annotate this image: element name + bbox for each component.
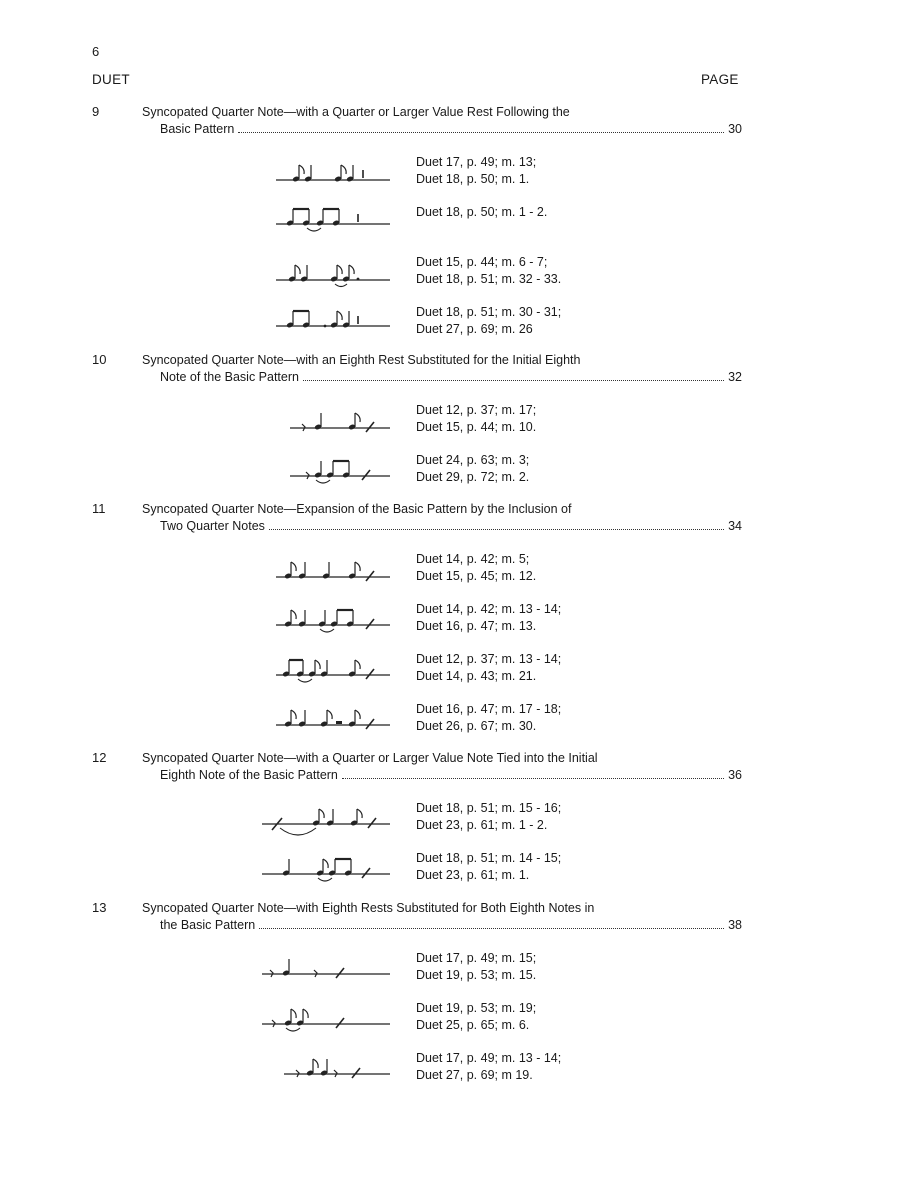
- section-page: 38: [728, 918, 742, 932]
- duet-references: [416, 452, 529, 486]
- reference-line: Duet 18, p. 50; m. 1.: [416, 172, 530, 186]
- reference-line: Duet 18, p. 51; m. 15 - 16;: [416, 801, 562, 815]
- duet-references: [416, 402, 536, 436]
- reference-line: Duet 19, p. 53; m. 19;: [416, 1001, 537, 1015]
- dot-leader: [269, 518, 724, 530]
- section-title-continuation: [160, 917, 742, 934]
- section-title: Syncopated Quarter Note—with an Eighth Rest Substituted for the Initial Eighth: [142, 353, 581, 367]
- section-title: Syncopated Quarter Note—with a Quarter or Larger Value Rest Following the: [142, 105, 570, 119]
- rhythm-notation: [258, 950, 392, 986]
- duet-references: [416, 651, 561, 685]
- duet-references: [416, 1000, 536, 1034]
- reference-line: Duet 15, p. 44; m. 10.: [416, 420, 537, 434]
- rhythm-notation: [272, 304, 392, 340]
- reference-line: Duet 12, p. 37; m. 17;: [416, 403, 537, 417]
- reference-line: Duet 25, p. 65; m. 6.: [416, 1018, 530, 1032]
- reference-line: Duet 16, p. 47; m. 13.: [416, 619, 537, 633]
- reference-line: Duet 24, p. 63; m. 3;: [416, 453, 530, 467]
- section-title-end: Two Quarter Notes: [160, 519, 265, 533]
- section-title: Syncopated Quarter Note—with a Quarter or Larger Value Note Tied into the Initial: [142, 751, 598, 765]
- page-column-header: PAGE: [701, 72, 739, 87]
- rhythm-notation: [272, 601, 392, 637]
- duet-references: [416, 701, 561, 735]
- duet-references: [416, 551, 536, 585]
- section-title-end: the Basic Pattern: [160, 918, 256, 932]
- duet-references: [416, 204, 547, 221]
- reference-line: Duet 23, p. 61; m. 1 - 2.: [416, 818, 548, 832]
- rhythm-notation: [272, 204, 392, 240]
- rhythm-notation: [272, 254, 392, 290]
- section-title-continuation: [160, 369, 742, 386]
- rhythm-notation: [272, 651, 392, 687]
- section-page: 34: [728, 519, 742, 533]
- section-page: 32: [728, 370, 742, 384]
- reference-line: Duet 12, p. 37; m. 13 - 14;: [416, 652, 562, 666]
- duet-references: [416, 1050, 561, 1084]
- reference-line: Duet 17, p. 49; m. 13 - 14;: [416, 1051, 562, 1065]
- duet-references: [416, 950, 536, 984]
- section-title-end: Note of the Basic Pattern: [160, 370, 299, 384]
- rhythm-notation: [258, 1000, 392, 1036]
- rhythm-notation: [258, 800, 392, 838]
- rhythm-notation: [272, 452, 392, 488]
- reference-line: Duet 19, p. 53; m. 15.: [416, 968, 537, 982]
- duet-references: [416, 800, 561, 834]
- reference-line: Duet 18, p. 51; m. 30 - 31;: [416, 305, 562, 319]
- page-number: 6: [92, 44, 100, 59]
- reference-line: Duet 14, p. 42; m. 13 - 14;: [416, 602, 562, 616]
- rhythm-notation: [272, 1050, 392, 1086]
- reference-line: Duet 15, p. 44; m. 6 - 7;: [416, 255, 548, 269]
- reference-line: Duet 29, p. 72; m. 2.: [416, 470, 530, 484]
- dot-leader: [342, 767, 724, 779]
- duet-references: [416, 850, 561, 884]
- reference-line: Duet 27, p. 69; m 19.: [416, 1068, 533, 1082]
- section-title-end: Basic Pattern: [160, 122, 235, 136]
- section-title: Syncopated Quarter Note—Expansion of the Basic Pattern by the Inclusion of: [142, 502, 572, 516]
- section-number: 9: [92, 104, 100, 119]
- section-number: 13: [92, 900, 107, 915]
- rhythm-notation: [272, 701, 392, 737]
- reference-line: Duet 27, p. 69; m. 26: [416, 322, 533, 336]
- reference-line: Duet 18, p. 51; m. 14 - 15;: [416, 851, 562, 865]
- reference-line: Duet 15, p. 45; m. 12.: [416, 569, 537, 583]
- section-number: 11: [92, 501, 106, 516]
- dot-leader: [303, 369, 724, 381]
- reference-line: Duet 17, p. 49; m. 13;: [416, 155, 537, 169]
- rhythm-notation: [258, 850, 392, 888]
- duet-references: [416, 154, 536, 188]
- reference-line: Duet 17, p. 49; m. 15;: [416, 951, 537, 965]
- duet-references: [416, 304, 561, 338]
- reference-line: Duet 18, p. 51; m. 32 - 33.: [416, 272, 562, 286]
- reference-line: Duet 14, p. 43; m. 21.: [416, 669, 537, 683]
- section-title: Syncopated Quarter Note—with Eighth Rests Substituted for Both Eighth Notes in: [142, 901, 595, 915]
- duet-references: [416, 254, 561, 288]
- section-title-continuation: [160, 767, 742, 784]
- section-number: 12: [92, 750, 107, 765]
- rhythm-notation: [272, 402, 392, 438]
- rhythm-notation: [272, 154, 392, 190]
- section-title-end: Eighth Note of the Basic Pattern: [160, 768, 338, 782]
- rhythm-notation: [272, 551, 392, 587]
- reference-line: Duet 26, p. 67; m. 30.: [416, 719, 537, 733]
- section-page: 36: [728, 768, 742, 782]
- reference-line: Duet 16, p. 47; m. 17 - 18;: [416, 702, 562, 716]
- reference-line: Duet 23, p. 61; m. 1.: [416, 868, 530, 882]
- duet-references: [416, 601, 561, 635]
- section-page: 30: [728, 122, 742, 136]
- duet-column-header: DUET: [92, 72, 130, 87]
- reference-line: Duet 18, p. 50; m. 1 - 2.: [416, 205, 548, 219]
- section-number: 10: [92, 352, 107, 367]
- section-title-continuation: [160, 121, 742, 138]
- section-title-continuation: [160, 518, 742, 535]
- dot-leader: [259, 917, 724, 929]
- reference-line: Duet 14, p. 42; m. 5;: [416, 552, 530, 566]
- dot-leader: [238, 121, 724, 133]
